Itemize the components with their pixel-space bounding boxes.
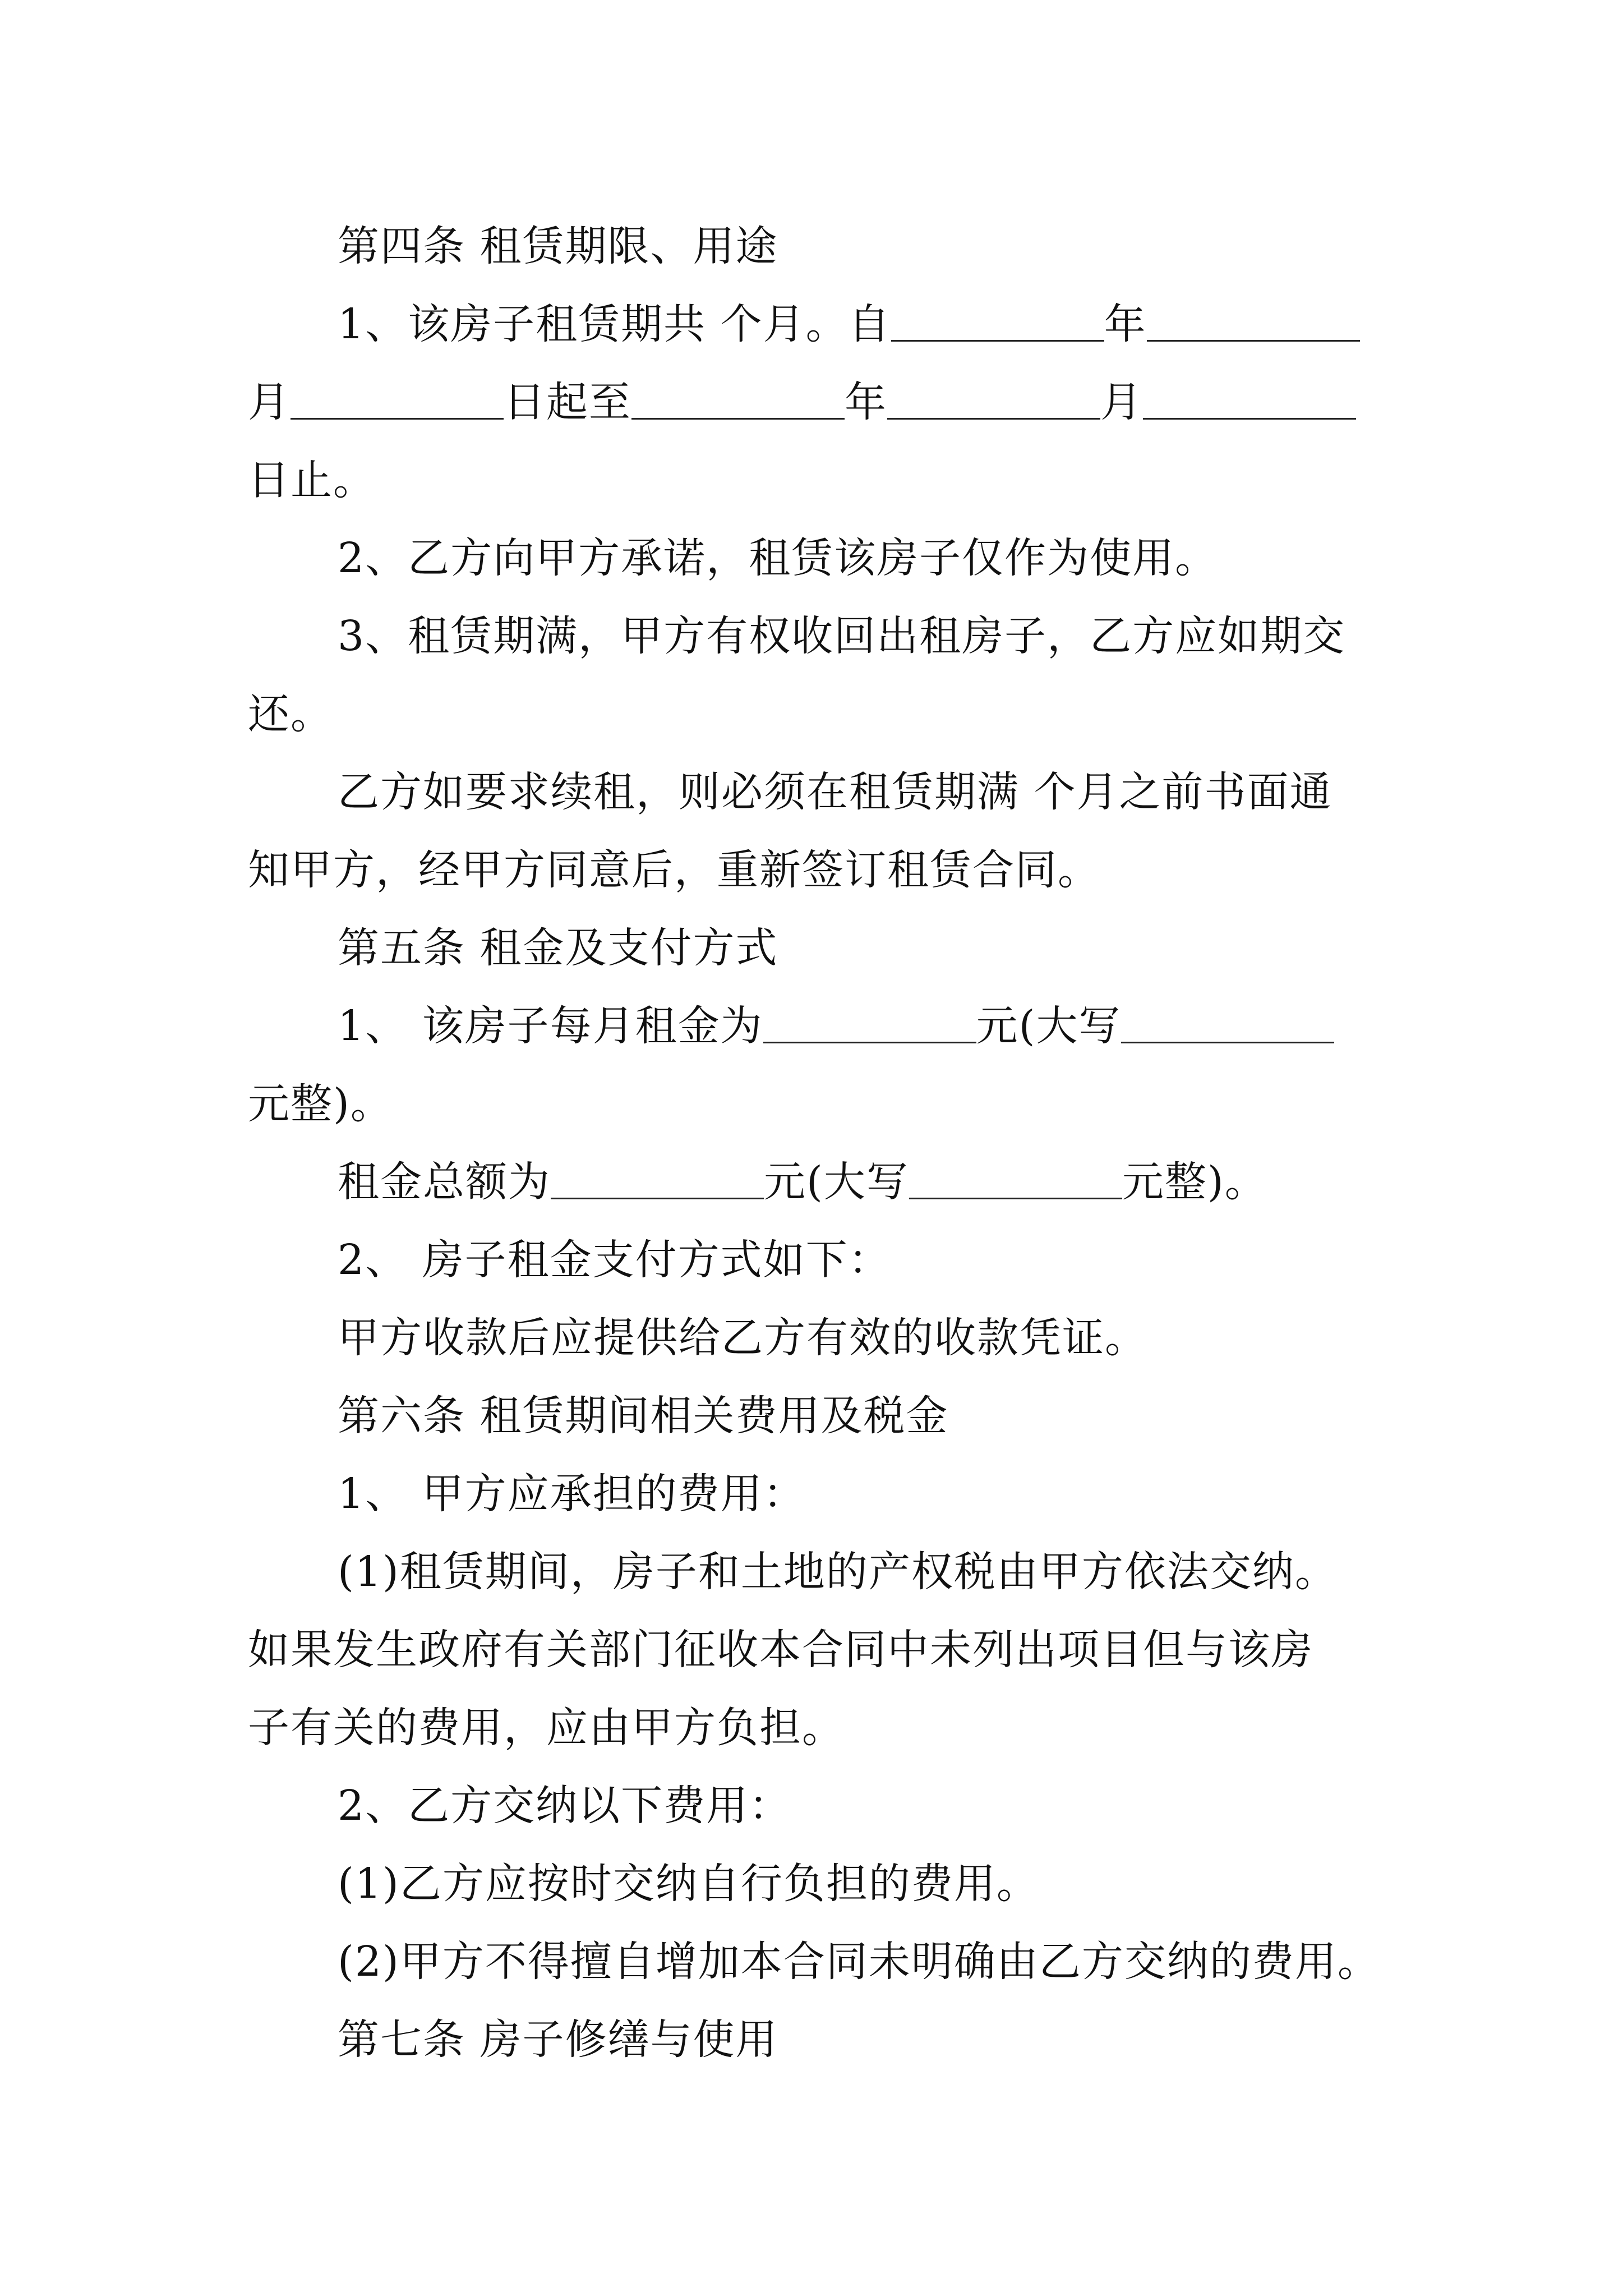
blank-monthly-rent-uppercase xyxy=(1121,1000,1334,1043)
blank-end-day xyxy=(1143,376,1356,420)
article-6-item-1-line-2: 如果发生政府有关部门征收本合同中未列出项目但与该房 xyxy=(248,1626,1313,1674)
article-7-title: 第七条 房子修缮与使用 xyxy=(338,2016,778,2064)
article-4-clause-1-line-2: 月 日起至 年 月 xyxy=(248,364,1392,441)
article-4-clause-1-line-3: 日止。 xyxy=(248,456,376,504)
blank-end-month xyxy=(887,376,1100,420)
article-5-title: 第五条 租金及支付方式 xyxy=(338,924,778,972)
blank-total-rent-uppercase xyxy=(909,1156,1122,1199)
blank-start-day xyxy=(291,376,504,420)
article-5-clause-1-line-1: 1、 该房子每月租金为 元(大写 xyxy=(248,987,1392,1065)
blank-end-year xyxy=(631,376,845,420)
blank-start-year xyxy=(891,298,1104,342)
article-6-clause-1: 1、 甲方应承担的费用： xyxy=(338,1470,806,1518)
article-4-renewal-line-2: 知甲方，经甲方同意后，重新签订租赁合同。 xyxy=(248,846,1100,894)
article-4-clause-3-line-2: 还。 xyxy=(248,690,333,738)
article-6-item-1-line-1: (1)租赁期间，房子和土地的产权税由甲方依法交纳。 xyxy=(338,1548,1338,1596)
article-4-renewal-line-1: 乙方如要求续租，则必须在租赁期满 个月之前书面通 xyxy=(338,768,1332,816)
article-4-clause-2: 2、乙方向甲方承诺，租赁该房子仅作为使用。 xyxy=(338,534,1218,582)
document-page xyxy=(248,208,1392,2079)
article-6-clause-2: 2、乙方交纳以下费用： xyxy=(338,1782,792,1830)
article-4-title: 第四条 租赁期限、用途 xyxy=(338,222,778,270)
article-5-receipt: 甲方收款后应提供给乙方有效的收款凭证。 xyxy=(338,1314,1147,1362)
article-4-clause-3-line-1: 3、租赁期满，甲方有权收回出租房子，乙方应如期交 xyxy=(338,612,1346,660)
article-5-clause-1-line-2: 元整)。 xyxy=(248,1080,393,1128)
article-6-item-1-line-3: 子有关的费用，应由甲方负担。 xyxy=(248,1704,845,1752)
article-5-clause-2: 2、 房子租金支付方式如下： xyxy=(338,1236,891,1284)
article-6-clause-2-item-1: (1)乙方应按时交纳自行负担的费用。 xyxy=(338,1860,1039,1908)
article-6-title: 第六条 租赁期间相关费用及税金 xyxy=(338,1392,949,1440)
article-4-clause-1-line-1: 1、该房子租赁期共 个月。自 年 xyxy=(248,286,1392,364)
blank-total-rent xyxy=(551,1156,764,1199)
blank-start-month xyxy=(1147,298,1360,342)
article-6-clause-2-item-2: (2)甲方不得擅自增加本合同未明确由乙方交纳的费用。 xyxy=(338,1938,1380,1986)
article-5-total-rent: 租金总额为 元(大写 元整)。 xyxy=(248,1143,1392,1221)
blank-monthly-rent xyxy=(763,1000,976,1043)
